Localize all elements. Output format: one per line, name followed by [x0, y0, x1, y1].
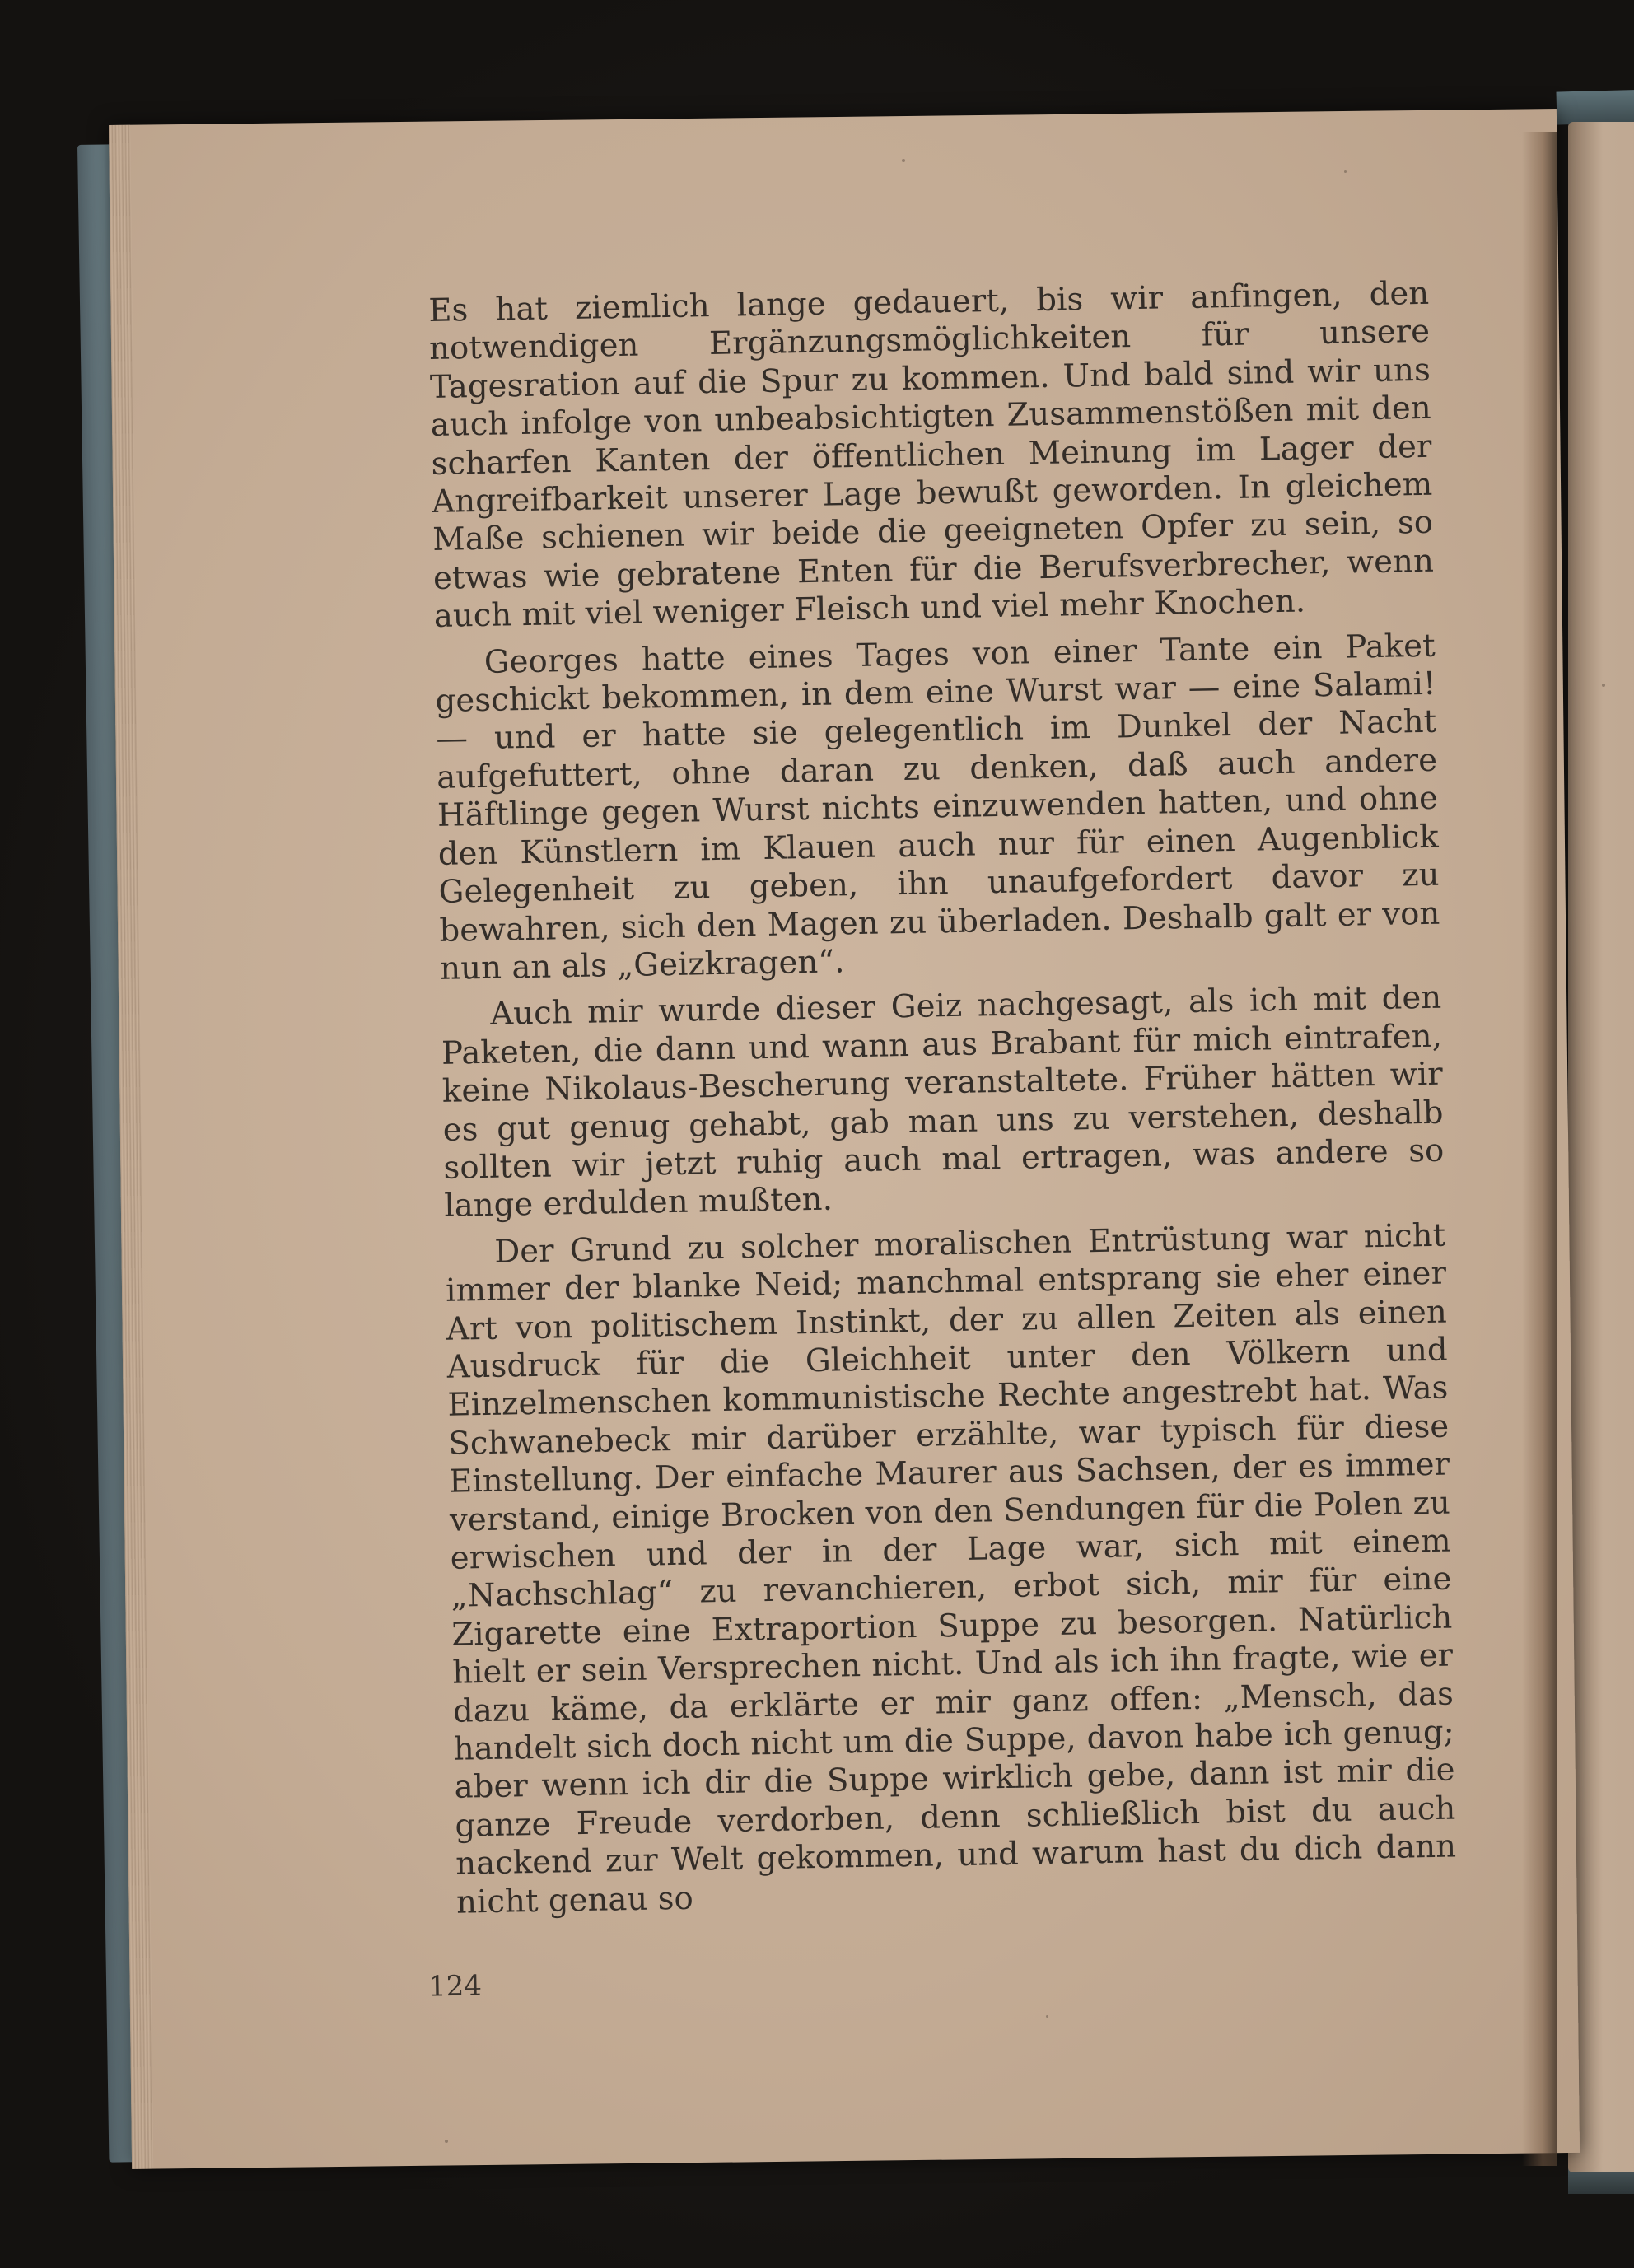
paragraph: Auch mir wurde dieser Geiz nachgesagt, als ich mit den Paketen, die dann und wann aus Brabant für mich eintrafen, keine Nikolaus-Bescherung veranstaltete. Früher hätten wir es gut genug gehabt, gab man uns zu verstehen, deshalb sollten wir jetzt ruhig auch mal ertragen, was andere so lange erdulden mußten.	[441, 978, 1445, 1225]
facing-page-edge	[1568, 122, 1634, 2172]
paper-speck	[902, 159, 905, 162]
book-cover-right	[1556, 89, 1634, 124]
paragraph: Es hat ziemlich lange gedauert, bis wir anfingen, den notwendigen Ergänzungsmöglichkeiten für unsere Tagesration auf die Spur zu kommen. Und bald sind wir uns auch infolge von unbeabsichtigten Zusammenstößen mit den scharfen Kanten der öffentlichen Meinung im Lager der Angreifbarkeit unserer Lage bewußt geworden. In gleichem Maße schienen wir beide die geeigneten Opfer zu sein, so etwas wie gebratene Enten für die Berufsverbrecher, wenn auch mit viel weniger Fleisch und viel mehr Knochen.	[428, 274, 1435, 636]
body-text	[428, 275, 1458, 1930]
paragraph: Der Grund zu solcher moralischen Entrüstung war nicht immer der blanke Neid; manchmal entsprang sie eher einer Art von politischem Instinkt, der zu allen Zeiten als einen Ausdruck für die Gleichheit unter den Völkern und Einzelmenschen kommunistische Rechte angestrebt hat. Was Schwanebeck mir darüber erzählte, war typisch für diese Einstellung. Der einfache Maurer aus Sachsen, der es immer verstand, einige Brocken von den Sendungen für die Polen zu erwischen und der in der Lage war, sich mit einem „Nachschlag“ zu revanchieren, erbot sich, mir für eine Zigarette eine Extraportion Suppe zu besorgen. Natürlich hielt er sein Versprechen nicht. Und als ich ihn fragte, wie er dazu käme, da erklärte er mir ganz offen: „Mensch, das handelt sich doch nicht um die Suppe, davon habe ich genug; aber wenn ich dir die Suppe wirklich gebe, dann ist mir die ganze Freude verdorben, denn schließlich bist du auch nackend zur Welt gekommen, und warum hast du dich dann nicht genau so	[445, 1216, 1457, 1921]
book-gutter-shadow	[1522, 132, 1557, 2166]
paper-speck	[445, 2140, 448, 2143]
paper-speck	[1046, 2015, 1048, 2018]
paper-speck	[1344, 170, 1347, 173]
paper-speck	[1602, 684, 1605, 687]
paragraph: Georges hatte eines Tages von einer Tante ein Paket geschickt bekommen, in dem eine Wurst war — eine Salami! — und er hatte sie gelegentlich im Dunkel der Nacht aufgefuttert, ohne daran zu denken, daß auch andere Häftlinge gegen Wurst nichts einzuwenden hatten, und ohne den Künstlern im Klauen auch nur für einen Augenblick Gelegenheit zu geben, ihn unaufgefordert davor zu bewahren, sich den Magen zu überladen. Deshalb galt er von nun an als „Geizkragen“.	[435, 627, 1440, 987]
page-number: 124	[427, 1969, 483, 2004]
